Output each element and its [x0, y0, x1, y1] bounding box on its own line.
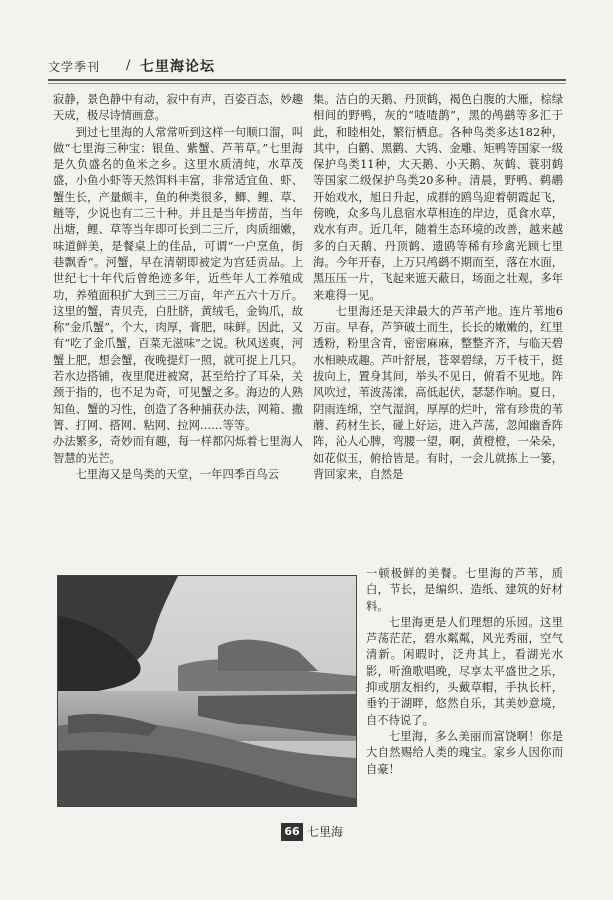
paragraph: 七里海又是鸟类的天堂，一年四季百鸟云	[75, 467, 279, 481]
paragraph: 办法繁多，奇妙而有趣，每一样都闪烁着七里海人智慧的光芒。	[53, 435, 303, 465]
header-rule-thin	[48, 83, 566, 84]
footer-magazine-title: 七里海	[307, 825, 344, 839]
page-number: 66	[281, 823, 303, 841]
paragraph: 集。洁白的天鹅、丹顶鹤，褐色白腹的大雁，棕绿相间的野鸭，灰的“喳喳鹊”，黑的鸬鹚等多汇于此，和睦相处，繁衍栖息。各种鸟类多达182种，其中，白鹳、黑鹳、大鸨、金雕、矩鸭等国家一级保护鸟类11种，大天鹅、小天鹅、灰鹤、蓑羽鹤等国家二级保护鸟类20多种。清晨，野鸭、鹈鹕开始戏水，旭日升起，成群的鸥鸟迎着朝霞起飞，傍晚，众多鸟儿息宿水草相连的岸边，觅食水草，戏水有声。近几年，随着生态环境的改善，越来越多的白天鹅、丹顶鹤、遗鸥等稀有珍禽光顾七里海。今年开春，上万只鸬鹚不期而至，落在水面，黑压压一片，飞起来遮天蔽日，场面之壮观，多年来难得一见。	[313, 93, 563, 302]
header-rule	[48, 79, 566, 81]
paragraph: 到过七里海的人常常听到这样一句顺口溜，叫做“七里海三种宝：银鱼、紫蟹、芦苇草。”七里海是久负盛名的鱼米之乡。这里水质清纯，水草茂盛，小鱼小虾等天然饵料丰富，非常适宜鱼、虾、蟹生长，产量颇丰，鱼的种类很多，鲫、鲤、草、鲢等，少说也有二三十种。并且是当年捞苗，当年出塘，鲤、草等当年即可长到二三斤，肉质细嫩，味道鲜美，是餐桌上的佳品，可谓“一户烹鱼，街巷飘香”。河蟹，早在清朝即被定为宫廷贡品。上世纪七十年代后曾绝迹多年，近些年人工养殖成功，养殖面积扩大到三三万亩，年产五六十万斤。这里的蟹，青贝壳，白肚脐，黄绒毛，金钩爪，故称“金爪蟹”，个大，肉厚，膏肥，味鲜。因此，又有“吃了金爪蟹，百菜无滋味”之说。秋风送爽，河蟹上肥，想会蟹，夜晚提灯一照，就可捉上几只。若水边搭铺，夜里爬进被窝，甚至给拧了耳朵，关颈于指的，也不足为奇，可见蟹之多。海边的人熟知鱼、蟹的习性，创造了各种捕获办法，网箱、撒箐、打网、搭网、粘网、拉网……等等。	[53, 125, 303, 432]
paragraph: 一顿极鲜的美餐。七里海的芦苇，质白，节长，是编织、造纸、建筑的好材料。	[366, 567, 563, 613]
page-header	[48, 56, 566, 78]
paragraph: 七里海还是天津最大的芦苇产地。连片苇地6万亩。早春，芦笋破土而生，长长的嫩嫩的，红里透粉，粉里含青，密密麻麻，整整齐齐，与临天碧水相映成趣。芦叶舒展，苍翠碧绿，万千枝干，挺拔向上，置身其间，举头不见日，俯看不见地。阵风吹过，苇波荡漾，高低起伏，瑟瑟作响。夏日，阴雨连绵，空气湿润，厚厚的烂叶，常有珍贵的苇蘑、药材生长，碰上好运，进入芦荡，忽闻幽香阵阵，沁人心脾，弯腰一望，啊，黄橙橙，一朵朵，如花似玉，俯拾皆是。有时，一会儿就拣上一篓，背回家来，自然是	[313, 304, 563, 481]
left-column	[53, 92, 303, 562]
header-separator: /	[126, 58, 131, 73]
right-column-bottom	[366, 566, 563, 806]
paragraph: 七里海，多么美丽而富饶啊！你是大自然赐给人类的瑰宝。家乡人因你而自豪！	[366, 729, 563, 776]
right-column-top	[313, 92, 563, 562]
paragraph: 七里海更是人们理想的乐园。这里芦荡茫茫，碧水粼粼，风光秀丽，空气清新。闲暇时，泛舟其上，看湖光水影，听渔歌唱晚，尽享太平盛世之乐，抑或朋友相约，头戴草帽，手执长杆，垂钓于湖畔，悠然自乐，其美妙意境，自不待说了。	[366, 615, 563, 727]
wetland-photo	[57, 575, 357, 807]
paragraph: 寂静，景色静中有动，寂中有声，百姿百态，妙趣天成，极尽诗情画意。	[53, 93, 303, 123]
section-title: 七里海论坛	[140, 59, 215, 75]
journal-name: 文学季刊	[48, 60, 101, 74]
